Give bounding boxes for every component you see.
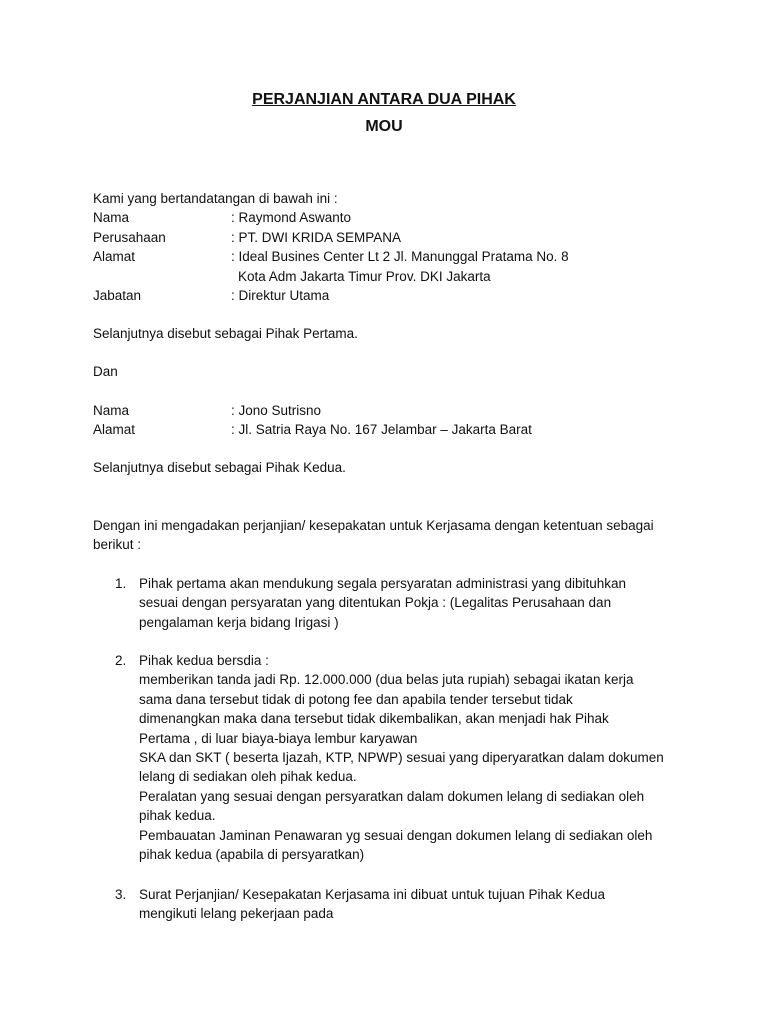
list-item [93, 651, 683, 864]
field-label: Nama [93, 403, 130, 418]
list-number: 1. [115, 576, 127, 591]
field-value: : Jono Sutrisno [231, 403, 322, 418]
list-text [139, 574, 683, 632]
list-line: pihak kedua. [139, 808, 216, 824]
field-value: : Jl. Satria Raya No. 167 Jelambar – Jakarta Barat [231, 422, 532, 438]
list-number: 3. [115, 887, 127, 902]
list-line: Pertama , di luar biaya-biaya lembur karyawan [139, 730, 418, 746]
pihak2-note: Selanjutnya disebut sebagai Pihak Kedua. [93, 460, 346, 475]
field-value: : Ideal Busines Center Lt 2 Jl. Manunggal Pratama No. 8 [231, 249, 569, 265]
field-value: : Raymond Aswanto [231, 210, 352, 226]
list-line: SKA dan SKT ( beserta Ijazah, KTP, NPWP) sesuai yang diperyaratkan dalam dokumen [139, 750, 664, 766]
list-item [93, 574, 683, 632]
pihak1-alamat-row [93, 247, 693, 266]
pihak1-alamat-continuation: Kota Adm Jakarta Timur Prov. DKI Jakarta [238, 268, 491, 284]
list-line: dimenangkan maka dana tersebut tidak dikembalikan, akan menjadi hak Pihak [139, 711, 609, 727]
list-text [139, 885, 683, 924]
field-value: : PT. DWI KRIDA SEMPANA [231, 229, 402, 245]
title-line-1: PERJANJIAN ANTARA DUA PIHAK [252, 91, 516, 108]
intro-text: Kami yang bertandatangan di bawah ini : [93, 191, 338, 206]
pihak2-nama-row [93, 401, 693, 420]
pihak1-jabatan-row [93, 286, 693, 305]
list-line: Pembauatan Jaminan Penawaran yg sesuai dengan dokumen lelang di sediakan oleh [139, 827, 653, 843]
document-subtitle: MOU [365, 118, 403, 135]
list-item [93, 885, 683, 924]
pihak-kedua-section [93, 401, 693, 440]
field-label: Perusahaan [93, 229, 166, 245]
list-line: Pihak kedua bersdia : [139, 653, 269, 668]
list-number: 2. [115, 653, 127, 668]
list-line: lelang di sediakan oleh pihak kedua. [139, 769, 357, 785]
list-line: pihak kedua (apabila di persyaratkan) [139, 847, 365, 863]
field-value: : Direktur Utama [231, 288, 330, 304]
document-title [0, 90, 768, 110]
agreement-intro-line: Dengan ini mengadakan perjanjian/ kesepakatan untuk Kerjasama dengan ketentuan sebagai [93, 518, 654, 533]
list-line: Surat Perjanjian/ Kesepakatan Kerjasama ini dibuat untuk tujuan Pihak Kedua [139, 887, 606, 902]
list-line: memberikan tanda jadi Rp. 12.000.000 (dua belas juta rupiah) sebagai ikatan kerja [139, 672, 634, 688]
list-line: Peralatan yang sesuai dengan persyaratkan dalam dokumen lelang di sediakan oleh [139, 788, 645, 804]
intro-line [93, 189, 693, 208]
list-text [139, 651, 683, 864]
pihak1-note: Selanjutnya disebut sebagai Pihak Pertama. [93, 326, 358, 341]
pihak-pertama-section [93, 189, 693, 305]
agreement-intro [93, 516, 713, 555]
list-line: sesuai dengan persyaratan yang ditentukan Pokja : (Legalitas Perusahaan dan [139, 595, 612, 611]
pihak1-perusahaan-row [93, 228, 693, 247]
list-line: mengikuti lelang pekerjaan pada [139, 906, 334, 922]
list-line: Pihak pertama akan mendukung segala persyaratan administrasi yang dibituhkan [139, 576, 627, 591]
dan-text: Dan [93, 364, 118, 379]
pihak1-nama-row [93, 208, 693, 227]
pihak2-alamat-row [93, 420, 693, 439]
field-label: Nama [93, 210, 130, 226]
list-line: sama dana tersebut tidak di potong fee dan apabila tender tersebut tidak [139, 691, 573, 707]
field-label: Alamat [93, 422, 136, 438]
field-label: Alamat [93, 249, 136, 265]
list-line: pengalaman kerja bidang Irigasi ) [139, 614, 339, 630]
agreement-intro-line: berikut : [93, 537, 142, 553]
field-label: Jabatan [93, 288, 142, 304]
